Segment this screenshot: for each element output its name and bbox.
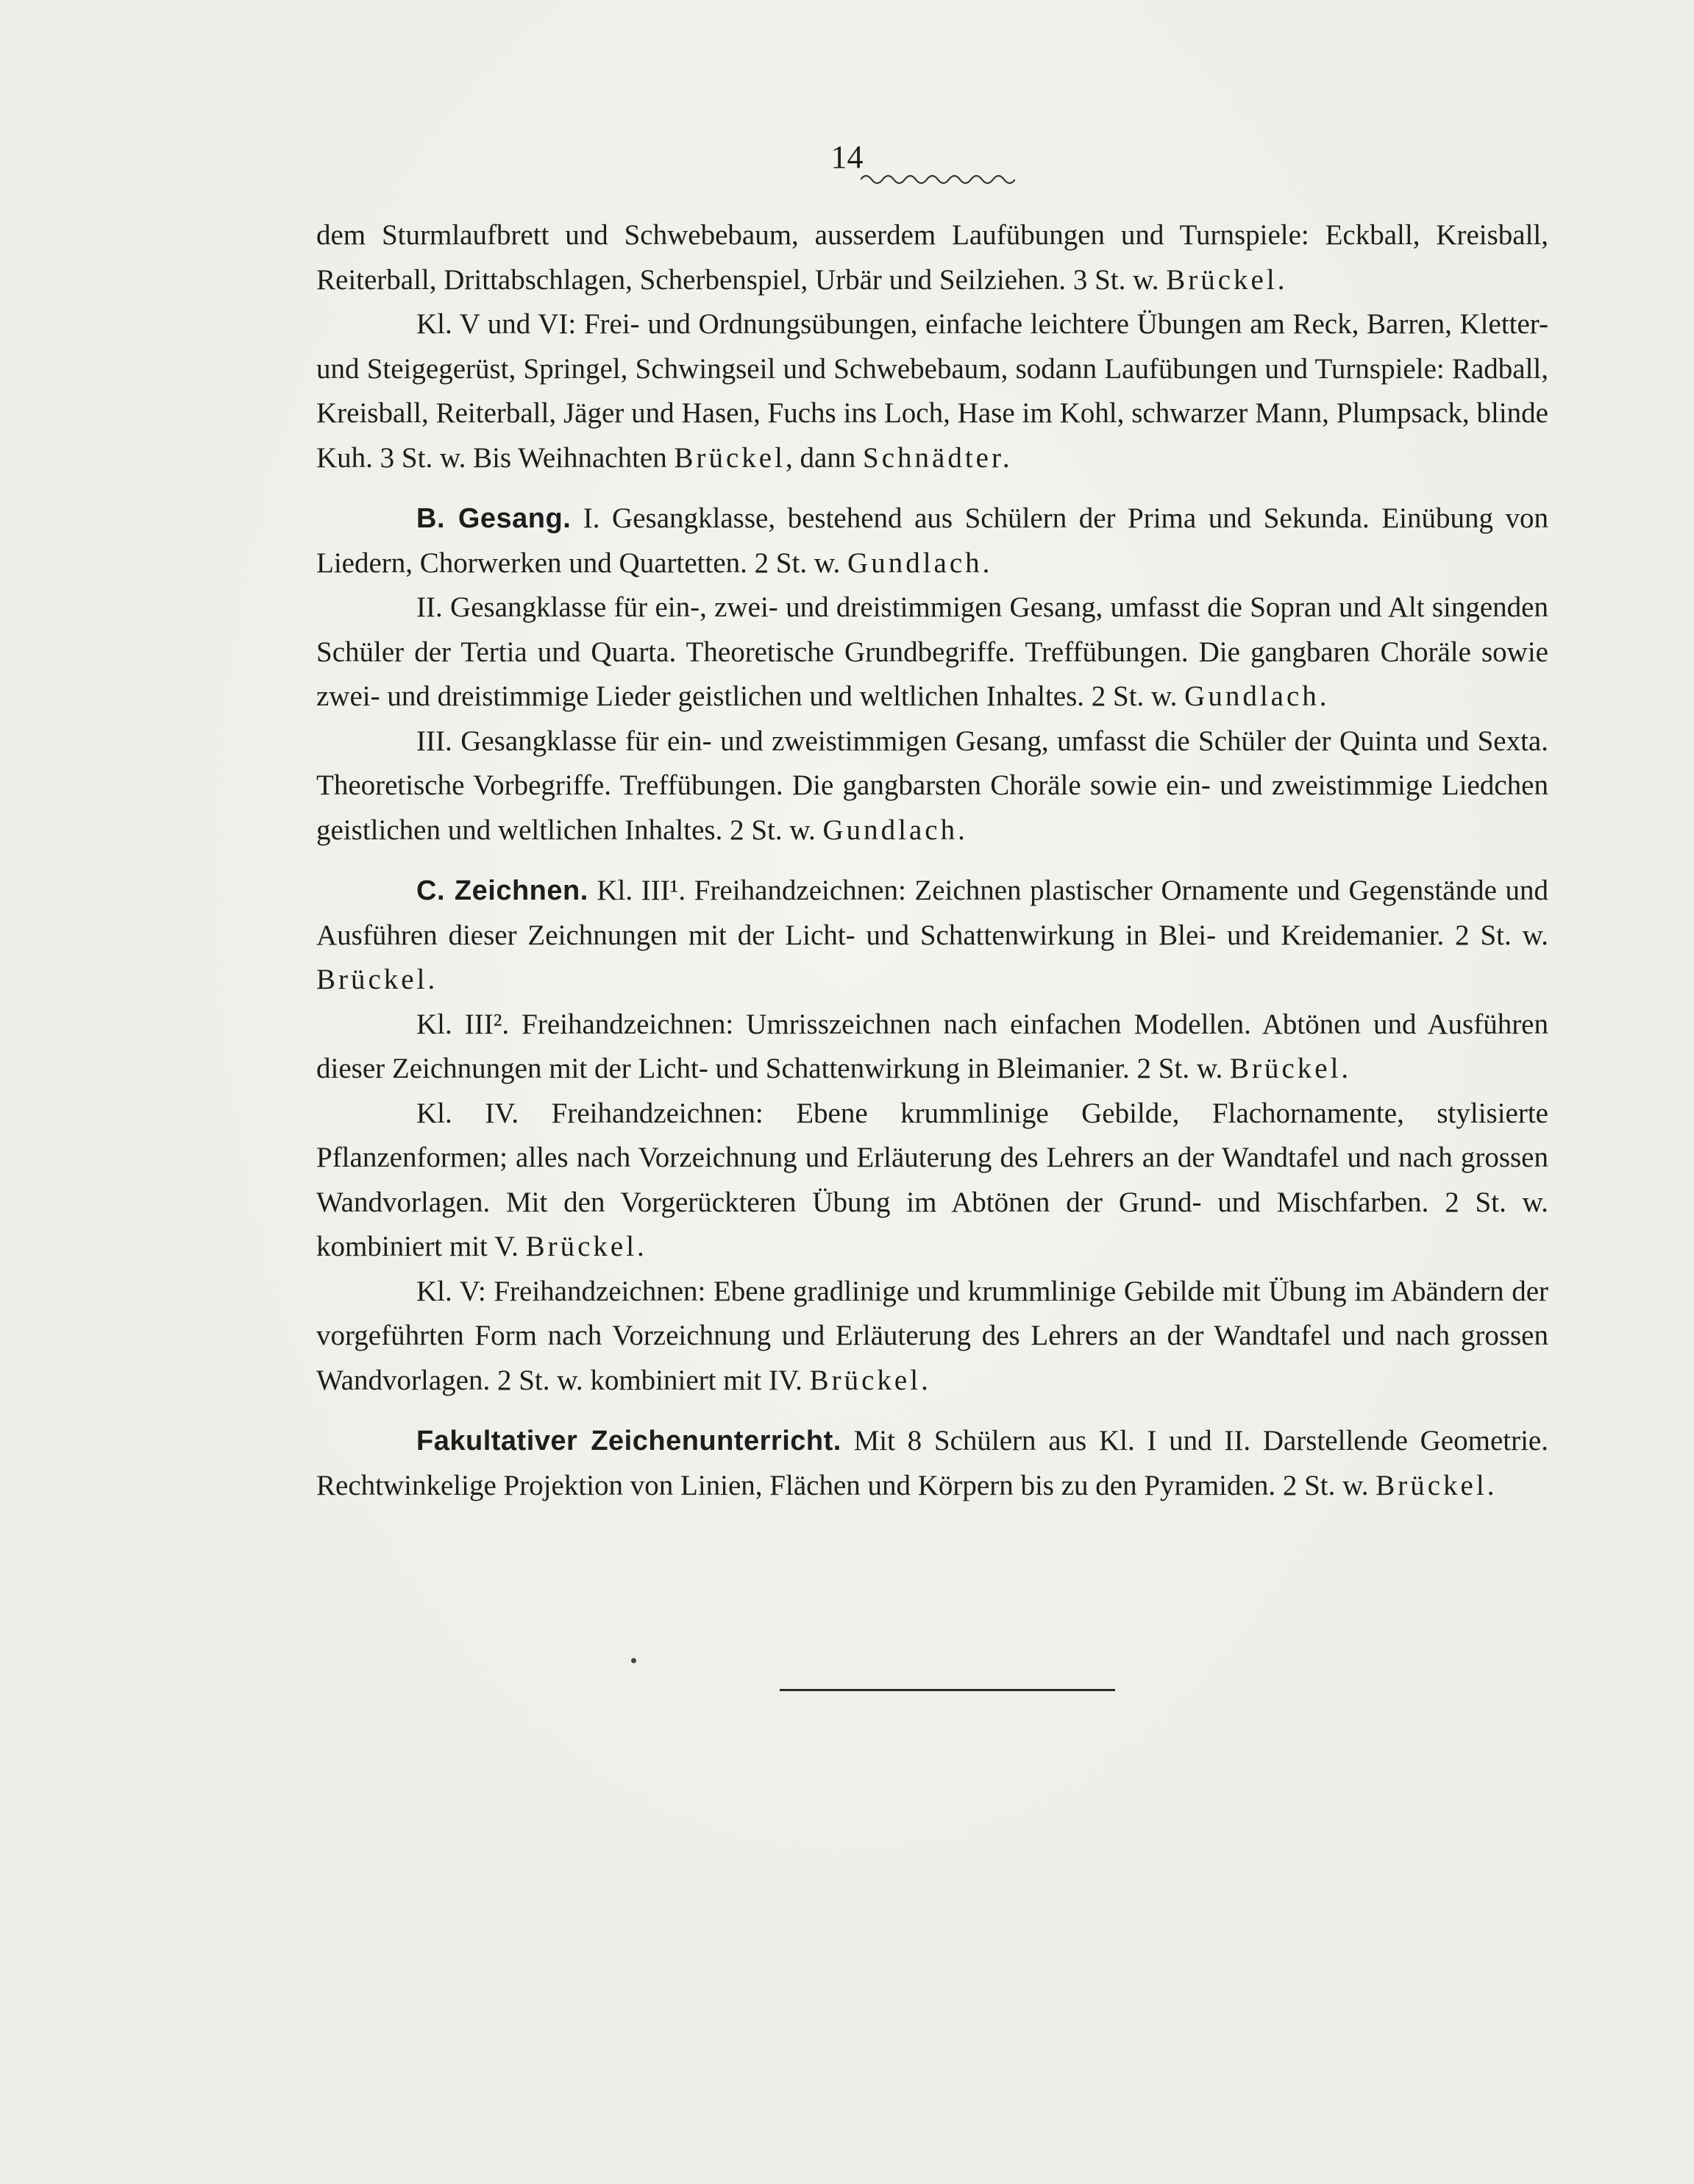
text-run: Kl. IV. Freihandzeichnen: Ebene krummlinige Gebilde, Flachornamente, stylisierte Pflanzenformen; alles nach Vorzeichnung und Erläuterung des Lehrers an der Wandtafel und nach grossen Wandvorlagen. Mit den Vorgerückteren Übung im Abtönen der Grund- und Mischfarben. 2 St. w. kombiniert mit V.	[316, 1097, 1548, 1262]
section-divider-line	[780, 1689, 1115, 1691]
wavy-ornament	[861, 171, 1015, 188]
paragraph-zeichnen-iv	[316, 1092, 1548, 1270]
stray-dot	[631, 1658, 636, 1663]
paragraph-zeichnen-v	[316, 1270, 1548, 1404]
text-run: Kl. V: Freihandzeichnen: Ebene gradlinige und krummlinige Gebilde mit Übung im Abändern der vorgeführten Form nach Vorzeichnung und Erläuterung des Lehrers an der Wandtafel und nach grossen Wandvorlagen. 2 St. w. kombiniert mit IV.	[316, 1275, 1548, 1396]
paragraph-kl-v-vi	[316, 302, 1548, 480]
teacher-name: Schnädter.	[863, 441, 1013, 474]
text-run: Kl. III¹. Freihandzeichnen: Zeichnen plastischer Ornamente und Gegenstände und Ausführen dieser Zeichnungen mit der Licht- und Schattenwirkung in Blei- und Kreidemanier. 2 St. w.	[316, 875, 1548, 951]
section-heading-gesang: B. Gesang.	[416, 503, 572, 534]
teacher-name: Brückel.	[809, 1364, 931, 1396]
section-heading-zeichnen: C. Zeichnen.	[416, 875, 588, 906]
teacher-name: Gundlach.	[1184, 680, 1330, 712]
paragraph-zeichnen-iii2	[316, 1003, 1548, 1092]
paragraph-gesang-2	[316, 586, 1548, 719]
text-run: , dann	[785, 441, 864, 474]
text-run: Kl. V und VI: Frei- und Ordnungsübungen, einfache leichtere Übungen am Reck, Barren, Kletter- und Steigegerüst, Springel, Schwingseil und Schwebebaum, sodann Laufübungen und Turnspiele: Radball, Kreisball, Reiterball, Jäger und Hasen, Fuchs ins Loch, Hase im Kohl, schwarzer Mann, Plumpsack, blinde Kuh. 3 St. w. Bis Weihnachten	[316, 308, 1548, 474]
paragraph-turnen-continued	[316, 213, 1548, 302]
body-text	[316, 213, 1548, 1508]
text-run: Kl. III². Freihandzeichnen: Umrisszeichnen nach einfachen Modellen. Abtönen und Ausführen dieser Zeichnungen mit der Licht- und Schattenwirkung in Bleimanier. 2 St. w.	[316, 1008, 1548, 1084]
teacher-name: Gundlach.	[847, 547, 993, 579]
text-run: II. Gesangklasse für ein-, zwei- und dreistimmigen Gesang, umfasst die Sopran und Alt singenden Schüler der Tertia und Quarta. Theoretische Grundbegriffe. Treffübungen. Die gangbaren Choräle sowie zwei- und dreistimmige Lieder geistlichen und weltlichen Inhaltes. 2 St. w.	[316, 591, 1548, 712]
teacher-name: Gundlach.	[822, 814, 968, 846]
text-run: III. Gesangklasse für ein- und zweistimmigen Gesang, umfasst die Schüler der Quinta und Sexta. Theoretische Vorbegriffe. Treffübungen. Die gangbarsten Choräle sowie ein- und zweistimmige Liedchen geistlichen und weltlichen Inhaltes. 2 St. w.	[316, 725, 1548, 846]
text-run: Mit 8 Schülern aus Kl. I und II. Darstellende Geometrie. Rechtwinkelige Projektion von Linien, Flächen und Körpern bis zu den Pyramiden. 2 St. w.	[316, 1425, 1548, 1501]
paragraph-gesang-3	[316, 719, 1548, 853]
page-number: 14	[830, 139, 864, 175]
text-run: I. Gesangklasse, bestehend aus Schülern der Prima und Sekunda. Einübung von Liedern, Chorwerken und Quartetten. 2 St. w.	[316, 502, 1549, 579]
paragraph-zeichnen-iii1	[316, 869, 1548, 1003]
teacher-name: Brückel.	[316, 964, 438, 995]
teacher-name: Brückel	[674, 441, 786, 474]
teacher-name: Brückel.	[525, 1231, 647, 1262]
teacher-name: Brückel.	[1376, 1469, 1498, 1501]
paragraph-gesang-1	[316, 497, 1548, 586]
section-heading-fakultativ: Fakultativer Zeichenunterricht.	[416, 1426, 841, 1456]
teacher-name: Brückel.	[1229, 1053, 1352, 1084]
teacher-name: Brückel.	[1166, 263, 1288, 296]
text-run: dem Sturmlaufbrett und Schwebebaum, ausserdem Laufübungen und Turnspiele: Eckball, Kreisball, Reiterball, Drittabschlagen, Scherbenspiel, Urbär und Seilziehen. 3 St. w.	[316, 219, 1548, 296]
paragraph-fakultativ	[316, 1419, 1548, 1508]
